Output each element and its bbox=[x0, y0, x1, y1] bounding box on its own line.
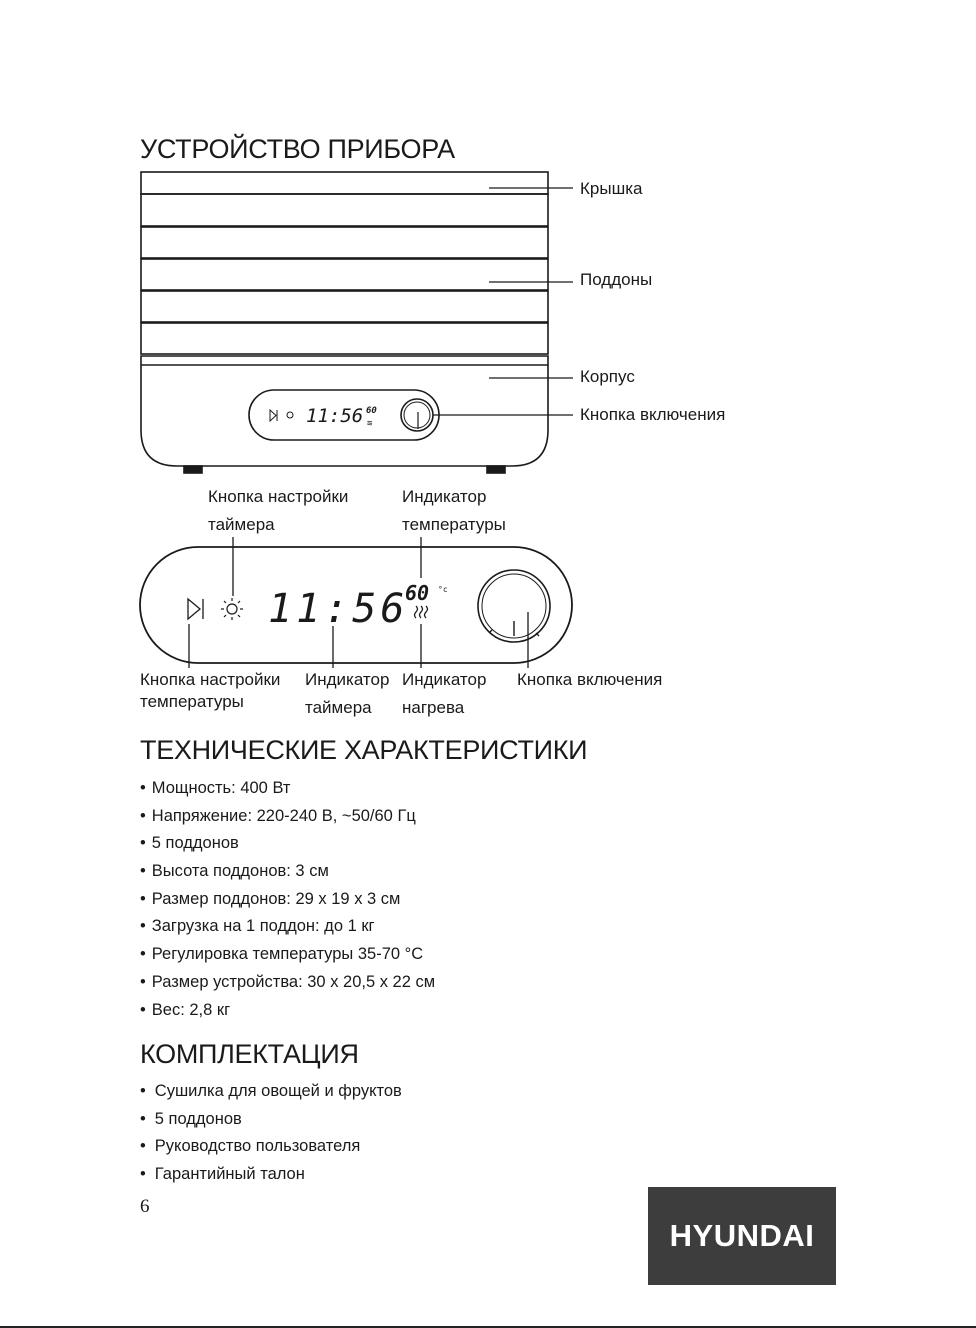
label-heat-indicator-l2: нагрева bbox=[402, 698, 465, 717]
label-temp-indicator-l1: Индикатор bbox=[402, 487, 487, 506]
device-illustration bbox=[0, 0, 976, 480]
label-trays: Поддоны bbox=[580, 270, 653, 289]
play-pause-icon bbox=[188, 599, 200, 619]
small-time-display: 11:56 bbox=[306, 405, 364, 427]
heat-icon bbox=[415, 606, 428, 618]
label-heat-indicator-l1: Индикатор bbox=[402, 670, 487, 689]
tray-3 bbox=[141, 259, 548, 290]
label-power-button: Кнопка включения bbox=[580, 405, 726, 424]
label-temp-indicator-l2: температуры bbox=[402, 515, 506, 534]
kit-item: • Сушилка для овощей и фруктов bbox=[140, 1078, 402, 1106]
brand-logo-text: HYUNDAI bbox=[669, 1218, 815, 1253]
kit-item: • Гарантийный талон bbox=[140, 1161, 402, 1189]
label-timer-button-l2: таймера bbox=[208, 515, 275, 534]
sun-icon bbox=[221, 598, 243, 620]
spec-item: • Мощность: 400 Вт bbox=[140, 775, 435, 803]
spec-item: • Высота поддонов: 3 см bbox=[140, 858, 435, 886]
device-section-title: УСТРОЙСТВО ПРИБОРА bbox=[140, 134, 455, 164]
tray-2 bbox=[141, 227, 548, 258]
spec-item: • 5 поддонов bbox=[140, 830, 435, 858]
spec-item: • Вес: 2,8 кг bbox=[140, 997, 435, 1025]
brand-logo bbox=[648, 1187, 836, 1285]
panel-time-display: 11:56 bbox=[268, 586, 409, 632]
spec-item: • Регулировка температуры 35-70 °С bbox=[140, 941, 435, 969]
specs-title: ТЕХНИЧЕСКИЕ ХАРАКТЕРИСТИКИ bbox=[140, 735, 588, 765]
label-panel-power-button: Кнопка включения bbox=[517, 670, 663, 689]
label-temp-button-l2: температуры bbox=[140, 692, 244, 711]
label-lid: Крышка bbox=[580, 179, 643, 198]
label-timer-button-l1: Кнопка настройки bbox=[208, 487, 349, 506]
panel-temp-unit: °c bbox=[438, 585, 448, 594]
kit-item: • 5 поддонов bbox=[140, 1106, 402, 1134]
kit-title: КОМПЛЕКТАЦИЯ bbox=[140, 1039, 359, 1069]
spec-item: • Размер устройства: 30 х 20,5 х 22 см bbox=[140, 969, 435, 997]
lid-drawing bbox=[141, 172, 548, 194]
tray-1 bbox=[141, 194, 548, 226]
spec-item: • Размер поддонов: 29 х 19 х 3 см bbox=[140, 886, 435, 914]
label-timer-indicator-l2: таймера bbox=[305, 698, 372, 717]
spec-item: • Напряжение: 220-240 В, ~50/60 Гц bbox=[140, 803, 435, 831]
label-body: Корпус bbox=[580, 367, 635, 386]
page-number: 6 bbox=[140, 1196, 150, 1217]
small-temp-display: 60 bbox=[366, 406, 377, 416]
panel-temp-display: 60 bbox=[405, 581, 430, 605]
kit-list bbox=[140, 1078, 402, 1189]
spec-item: • Загрузка на 1 поддон: до 1 кг bbox=[140, 913, 435, 941]
tray-5 bbox=[141, 323, 548, 354]
label-temp-button-l1: Кнопка настройки bbox=[140, 670, 281, 689]
specs-list bbox=[140, 775, 435, 1024]
kit-item: • Руководство пользователя bbox=[140, 1133, 402, 1161]
small-heat-icon: ≋ bbox=[367, 419, 373, 429]
tray-4 bbox=[141, 291, 548, 322]
label-timer-indicator-l1: Индикатор bbox=[305, 670, 390, 689]
